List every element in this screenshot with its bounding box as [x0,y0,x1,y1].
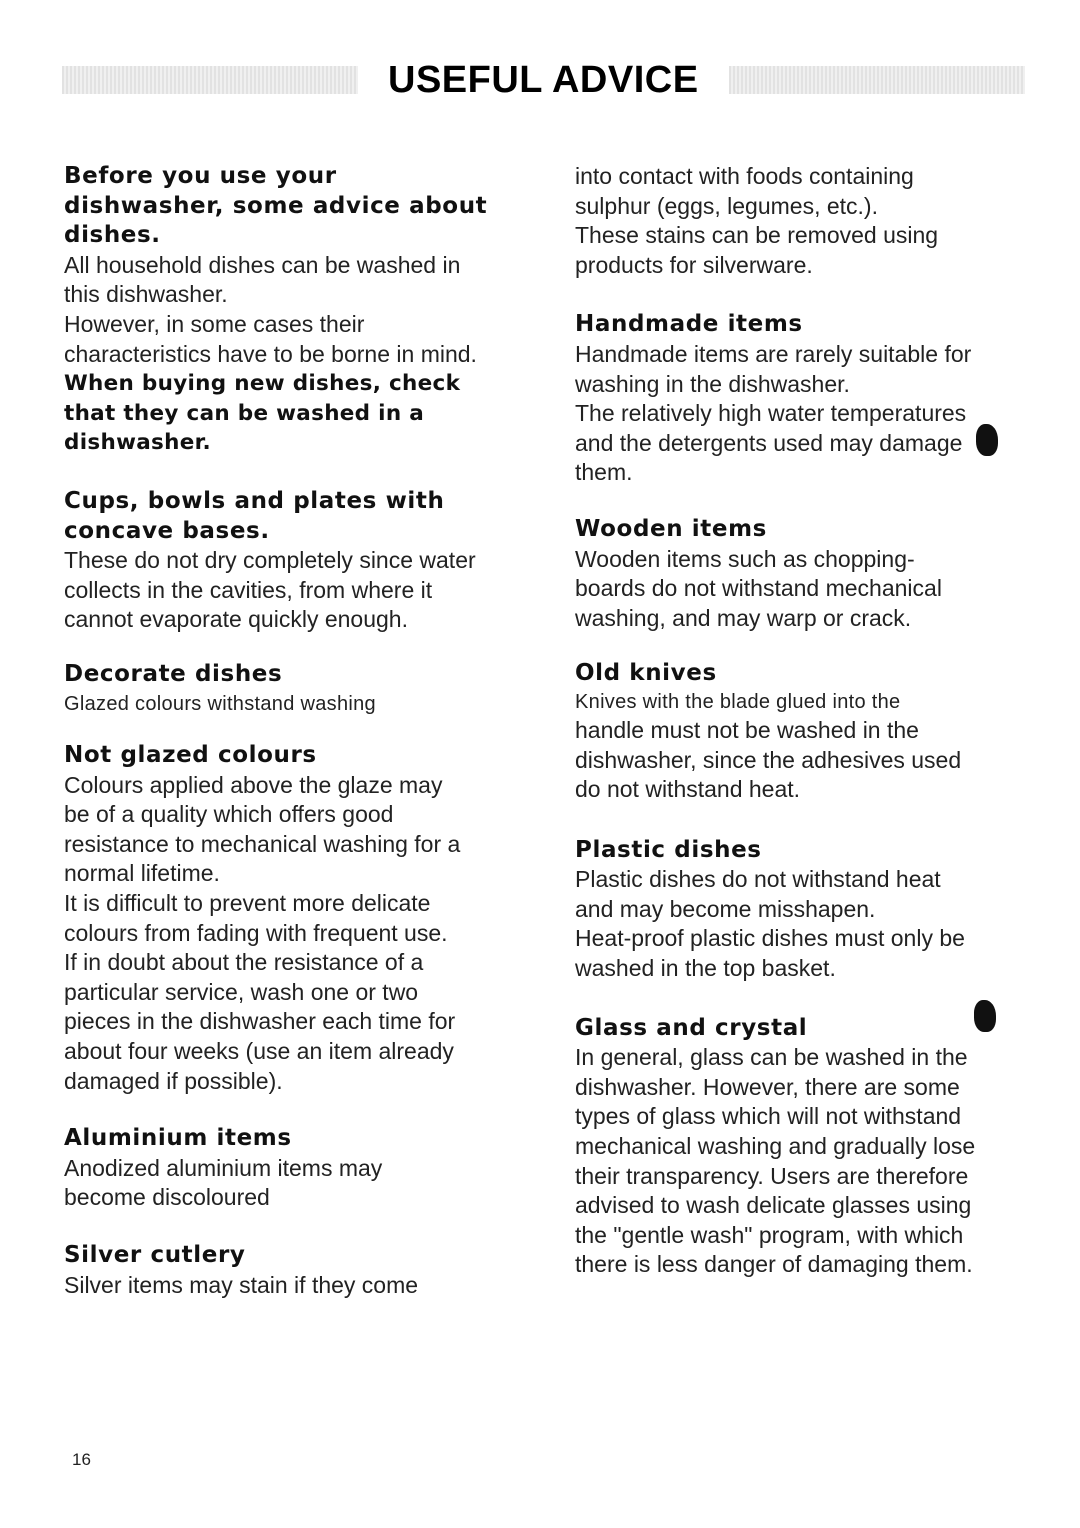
not-glazed-body-line: be of a quality which offers good [64,801,394,828]
not-glazed-body-line: normal lifetime. [64,860,220,887]
section-cups [64,487,514,635]
aluminium-heading: Aluminium items [64,1125,292,1152]
plastic-body-line: Heat-proof plastic dishes must only be [575,925,965,952]
glass-body-line: advised to wash delicate glasses using [575,1192,972,1219]
aluminium-body-line: become discoloured [64,1184,270,1211]
plastic-body-line: and may become misshapen. [575,895,876,922]
intro-heading-line: dishes. [64,222,161,249]
glass-body-line: In general, glass can be washed in the [575,1044,968,1071]
section-wooden [575,515,1025,633]
glass-body-line: mechanical washing and gradually lose [575,1133,976,1160]
scan-artifact-icon [974,1000,996,1032]
section-not-glazed [64,741,514,1096]
wooden-body-line: boards do not withstand mechanical [575,575,942,602]
not-glazed-heading: Not glazed colours [64,742,317,769]
right-column [575,162,1025,1280]
not-glazed-body-line: particular service, wash one or two [64,978,419,1005]
not-glazed-body-line: pieces in the dishwasher each time for [64,1008,456,1035]
glass-body-line: types of glass which will not withstand [575,1103,962,1130]
silver-body: Silver items may stain if they come [64,1271,419,1298]
not-glazed-body-line: damaged if possible). [64,1067,283,1094]
wooden-body-line: Wooden items such as chopping- [575,545,915,572]
decorate-body: Glazed colours withstand washing [64,692,376,715]
handmade-body-line: and the detergents used may damage [575,429,963,456]
page-number: 16 [72,1450,91,1469]
silver-cont-line: These stains can be removed using [575,222,939,249]
aluminium-body-line: Anodized aluminium items may [64,1154,383,1181]
old-knives-body-line: dishwasher, since the adhesives used [575,746,962,773]
cups-body-line: cannot evaporate quickly enough. [64,606,408,633]
cups-body-line: collects in the cavities, from where it [64,576,433,603]
not-glazed-body-line: It is difficult to prevent more delicate [64,890,431,917]
section-plastic [575,836,1025,984]
old-knives-body-line: handle must not be washed in the [575,716,919,743]
intro-emphasis-line: that they can be washed in a [64,400,425,426]
section-handmade [575,310,1025,488]
wooden-heading: Wooden items [575,515,767,542]
section-aluminium [64,1124,514,1213]
plastic-body-line: Plastic dishes do not withstand heat [575,866,941,893]
not-glazed-body-line: about four weeks (use an item already [64,1038,454,1065]
glass-body-line: dishwasher. However, there are some [575,1073,960,1100]
intro-emphasis-line: When buying new dishes, check [64,371,461,397]
silver-cont-line: sulphur (eggs, legumes, etc.). [575,192,878,219]
not-glazed-body-line: colours from fading with frequent use. [64,919,448,946]
intro-body-line: However, in some cases their [64,310,365,337]
glass-body-line: there is less danger of damaging them. [575,1251,973,1278]
intro-heading-line: dishwasher, some advice about [64,192,488,219]
title-shade-right [729,66,1025,94]
intro-heading-line: Before you use your [64,163,337,189]
old-knives-body-line: do not withstand heat. [575,776,801,803]
silver-cont-line: into contact with foods containing [575,163,914,189]
cups-heading-line: Cups, bowls and plates with [64,487,445,514]
section-old-knives [575,659,1025,804]
silver-cont-line: products for silverware. [575,251,813,278]
intro-body-line: this dishwasher. [64,281,228,308]
plastic-heading: Plastic dishes [575,836,762,863]
title-bar [62,60,1014,100]
plastic-body-line: washed in the top basket. [575,955,836,982]
handmade-heading: Handmade items [575,311,803,338]
intro-emphasis-line: dishwasher. [64,430,211,456]
intro-body-line: characteristics have to be borne in mind. [64,340,477,367]
decorate-heading: Decorate dishes [64,660,283,687]
not-glazed-body-line: Colours applied above the glaze may [64,771,443,798]
section-silver-continued [575,162,1025,280]
left-column [64,162,514,1300]
section-silver [64,1241,514,1300]
page-title: USEFUL ADVICE [388,58,699,101]
section-intro [64,162,514,458]
cups-body-line: These do not dry completely since water [64,547,476,574]
scan-artifact-icon [976,424,998,456]
title-shade-left [62,66,358,94]
section-glass [575,1014,1025,1280]
silver-heading: Silver cutlery [64,1242,246,1268]
glass-heading: Glass and crystal [575,1014,808,1041]
handmade-body-line: washing in the dishwasher. [575,370,850,397]
glass-body-line: their transparency. Users are therefore [575,1162,969,1189]
not-glazed-body-line: If in doubt about the resistance of a [64,949,424,976]
old-knives-body-line: Knives with the blade glued into the [575,690,901,713]
old-knives-heading: Old knives [575,660,717,687]
not-glazed-body-line: resistance to mechanical washing for a [64,830,461,857]
intro-body-line: All household dishes can be washed in [64,251,461,278]
section-decorate [64,660,514,719]
glass-body-line: the "gentle wash" program, with which [575,1221,964,1248]
cups-heading-line: concave bases. [64,517,270,544]
handmade-body-line: them. [575,459,633,486]
handmade-body-line: Handmade items are rarely suitable for [575,340,972,367]
wooden-body-line: washing, and may warp or crack. [575,604,912,631]
handmade-body-line: The relatively high water temperatures [575,400,967,427]
